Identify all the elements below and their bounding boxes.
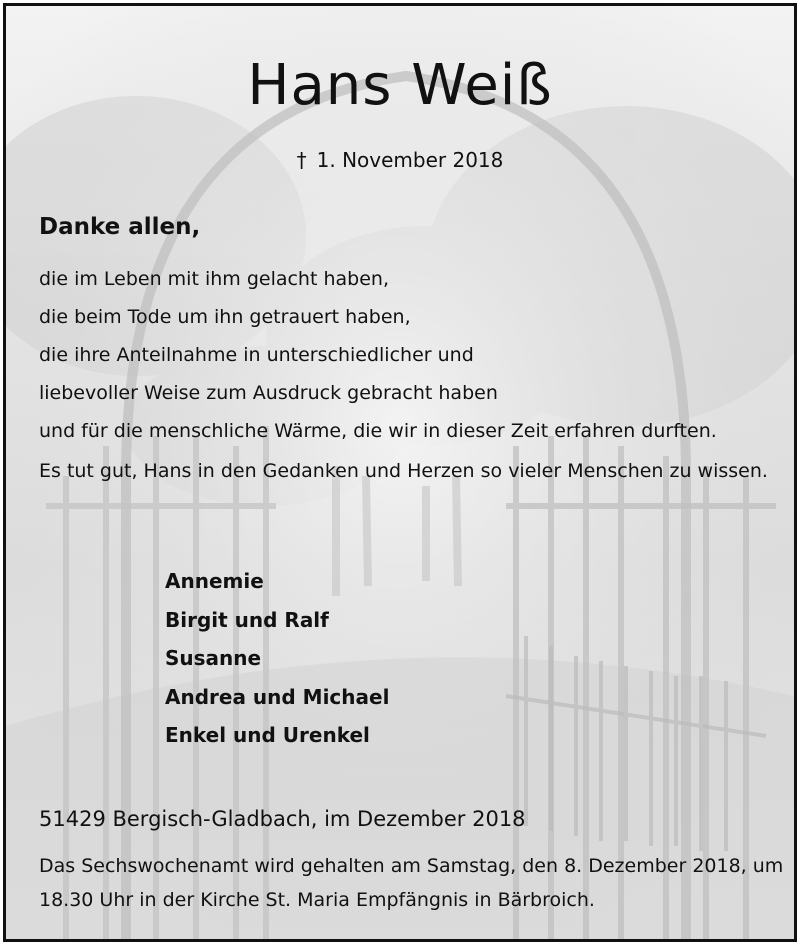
thanks-heading: Danke allen,: [39, 214, 201, 240]
death-date: 1. November 2018: [316, 148, 504, 172]
signatory: Annemie: [165, 569, 264, 593]
service-announcement: Das Sechswochenamt wird gehalten am Samstag, den 8. Dezember 2018, um 18.30 Uhr in der Kirche St. Maria Empfängnis in Bärbroich.: [39, 855, 784, 911]
signatory: Andrea und Michael: [165, 684, 390, 709]
thanks-line: die beim Tode um ihn getrauert haben,: [39, 306, 411, 328]
notice-content: [6, 6, 794, 939]
death-date-line: [6, 146, 794, 174]
thanks-line: liebevoller Weise zum Ausdruck gebracht haben: [39, 382, 498, 404]
deceased-name: Hans Weiß: [247, 53, 553, 118]
closing-paragraph: Es tut gut, Hans in den Gedanken und Herzen so vieler Menschen zu wissen.: [39, 460, 768, 482]
place-and-date: 51429 Bergisch-Gladbach, im Dezember 2018: [39, 807, 526, 831]
signatory: Birgit und Ralf: [165, 607, 329, 632]
thanks-line: und für die menschliche Wärme, die wir in dieser Zeit erfahren durften.: [39, 420, 717, 442]
signatory: Susanne: [165, 646, 262, 670]
thanks-line: die ihre Anteilnahme in unterschiedlicher und: [39, 344, 474, 366]
thanks-line: die im Leben mit ihm gelacht haben,: [39, 268, 389, 290]
signatories-list: [165, 562, 389, 755]
thanks-lines: [39, 260, 789, 450]
signatory: Enkel und Urenkel: [165, 723, 370, 747]
obituary-card: [3, 3, 797, 942]
cross-icon: †: [296, 148, 307, 172]
